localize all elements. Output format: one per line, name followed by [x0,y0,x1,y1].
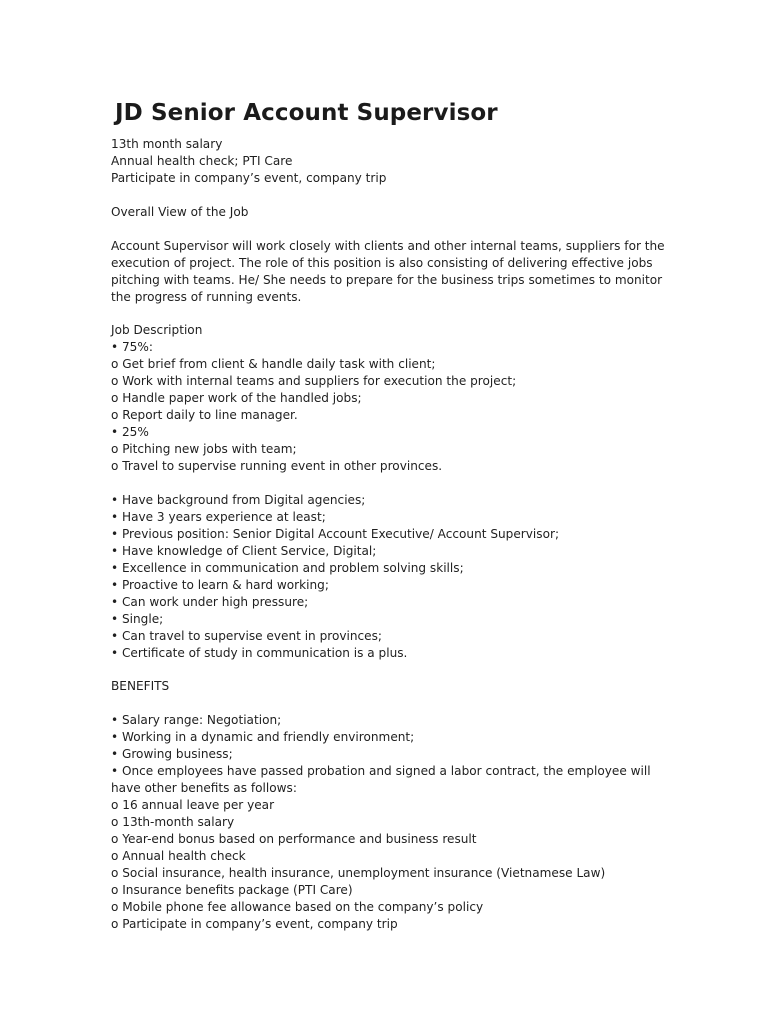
list-item: • Can work under high pressure; [111,594,309,609]
list-item: • Excellence in communication and problem solving skills; [111,560,464,575]
spacer [111,187,671,204]
list-item: • 75%: [111,340,153,355]
page-title: JD Senior Account Supervisor [115,100,498,126]
list-item: • Have 3 years experience at least; [111,509,326,524]
intro-line: 13th month salary [111,137,223,151]
list-item: o Work with internal teams and suppliers for execution the project; [111,374,517,389]
list-item: o Year-end bonus based on performance and business result [111,831,477,846]
list-item: o Travel to supervise running event in other provinces. [111,459,443,474]
paragraph-line: Account Supervisor will work closely with clients and other internal teams, suppliers for the [111,238,665,253]
intro-line: Annual health check; PTI Care [111,153,293,168]
intro-section [111,136,671,187]
list-item: • 25% [111,425,149,440]
list-item: • Single; [111,611,164,626]
list-item: o Social insurance, health insurance, unemployment insurance (Vietnamese Law) [111,865,606,880]
list-item: • Certificate of study in communication is a plus. [111,645,408,660]
list-item: • Previous position: Senior Digital Account Executive/ Account Supervisor; [111,526,560,541]
list-item: o Mobile phone fee allowance based on the company’s policy [111,899,484,914]
spacer [111,306,671,323]
paragraph-line: the progress of running events. [111,289,302,304]
list-item: o 16 annual leave per year [111,798,275,813]
list-item: o Participate in company’s event, company trip [111,916,398,931]
list-item: o Get brief from client & handle daily task with client; [111,357,436,372]
spacer [111,475,671,492]
list-item: o Handle paper work of the handled jobs; [111,391,362,406]
document-body [111,136,671,933]
benefits-heading: BENEFITS [111,679,170,694]
list-item: • Can travel to supervise event in provinces; [111,628,382,643]
list-item: • Have background from Digital agencies; [111,492,366,507]
list-item: o Annual health check [111,848,246,863]
list-item: • Have knowledge of Client Service, Digital; [111,543,377,558]
spacer [111,221,671,238]
list-item: • Salary range: Negotiation; [111,713,282,728]
overview-heading: Overall View of the Job [111,204,249,219]
list-item: o 13th-month salary [111,815,235,830]
benefits-list [111,712,671,932]
requirements-list [111,492,671,662]
list-item: • Growing business; [111,747,233,762]
job-description-list [111,339,671,475]
list-item: o Pitching new jobs with team; [111,442,297,457]
paragraph-line: execution of project. The role of this position is also consisting of delivering effective jobs [111,255,653,270]
list-item: • Proactive to learn & hard working; [111,577,329,592]
list-item: o Report daily to line manager. [111,408,298,423]
overview-paragraph [111,238,671,306]
intro-line: Participate in company’s event, company trip [111,170,387,185]
paragraph-line: pitching with teams. He/ She needs to prepare for the business trips sometimes to monitor [111,272,663,287]
spacer [111,661,671,678]
list-item: • Working in a dynamic and friendly environment; [111,730,415,745]
list-item: o Insurance benefits package (PTI Care) [111,882,353,897]
list-item: • Once employees have passed probation and signed a labor contract, the employee will [111,764,651,779]
list-item: have other benefits as follows: [111,781,297,796]
spacer [111,695,671,712]
job-description-heading: Job Description [111,323,203,338]
